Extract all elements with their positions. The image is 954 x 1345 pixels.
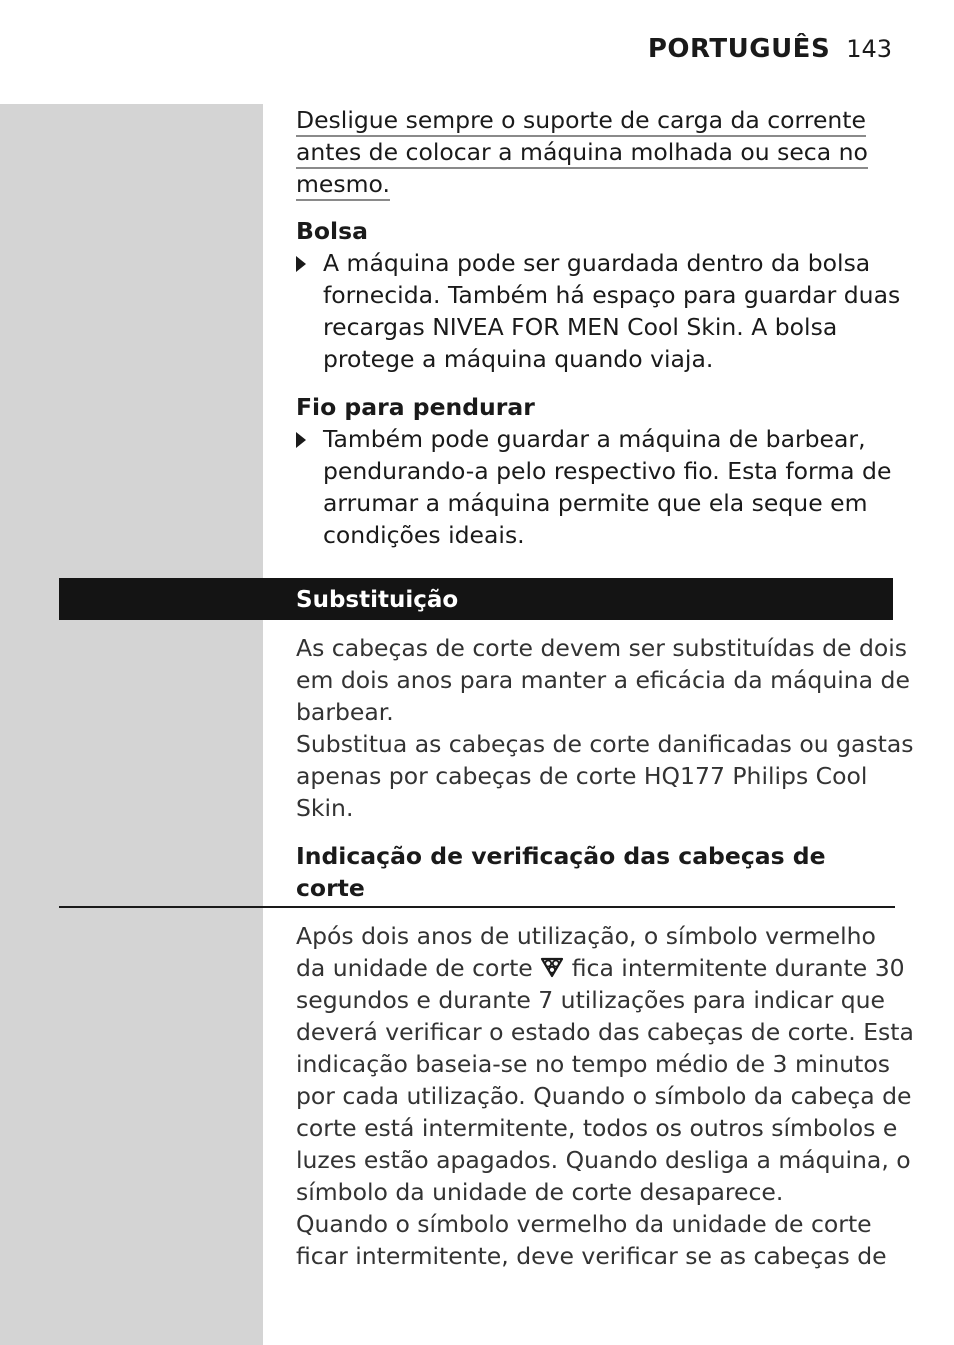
paragraph-line: ficar intermitente, deve verificar se as cabeças de (296, 1242, 887, 1270)
paragraph-line: segundos e durante 7 utilizações para indicar que (296, 986, 886, 1014)
bolsa-heading: Bolsa (296, 217, 368, 245)
substituicao-paragraph (296, 632, 914, 824)
warning-line: antes de colocar a máquina molhada ou seca no (296, 137, 868, 169)
fio-text-line: arrumar a máquina permite que ela seque em (323, 489, 868, 517)
fio-bullet (296, 423, 896, 551)
section-title: Substituição (296, 587, 459, 613)
indicacao-heading-line: Indicação de verificação das cabeças de (296, 842, 826, 870)
shaving-unit-icon (540, 956, 564, 978)
paragraph-line: As cabeças de corte devem ser substituídas de dois (296, 634, 908, 662)
paragraph-line: luzes estão apagados. Quando desliga a máquina, o (296, 1146, 911, 1174)
paragraph-line: corte está intermitente, todos os outros símbolos e (296, 1114, 898, 1142)
bolsa-text-line: A máquina pode ser guardada dentro da bolsa (323, 249, 871, 277)
language-label: PORTUGUÊS (647, 34, 831, 64)
paragraph-line: símbolo da unidade de corte desaparece. (296, 1178, 784, 1206)
paragraph-line: barbear. (296, 698, 394, 726)
page-header (648, 34, 892, 64)
paragraph-line: Substitua as cabeças de corte danificadas ou gastas (296, 730, 914, 758)
section-divider (59, 906, 895, 908)
indicacao-heading (296, 840, 896, 904)
paragraph-line: Após dois anos de utilização, o símbolo vermelho (296, 922, 876, 950)
bolsa-text-line: protege a máquina quando viaja. (323, 345, 714, 373)
bolsa-text-line: fornecida. Também há espaço para guardar duas (323, 281, 901, 309)
sidebar-panel (0, 104, 263, 1345)
section-header-bar (59, 578, 893, 620)
fio-text-line: condições ideais. (323, 521, 525, 549)
warning-line: mesmo. (296, 169, 390, 201)
bolsa-section (296, 215, 901, 375)
bullet-arrow-icon (296, 432, 306, 448)
charging-warning (296, 104, 896, 200)
paragraph-line-with-symbol (296, 952, 905, 984)
paragraph-line: por cada utilização. Quando o símbolo da cabeça de (296, 1082, 912, 1110)
paragraph-line: Quando o símbolo vermelho da unidade de corte (296, 1210, 872, 1238)
paragraph-text: fica intermitente durante 30 (571, 954, 905, 982)
bolsa-bullet (296, 247, 901, 375)
paragraph-line: deverá verificar o estado das cabeças de corte. Esta (296, 1018, 914, 1046)
bolsa-text-line: recargas NIVEA FOR MEN Cool Skin. A bolsa (323, 313, 838, 341)
bullet-arrow-icon (296, 256, 306, 272)
fio-text-line: pendurando-a pelo respectivo fio. Esta forma de (323, 457, 892, 485)
paragraph-line: em dois anos para manter a eficácia da máquina de (296, 666, 910, 694)
apos-paragraph (296, 920, 914, 1272)
fio-section (296, 391, 896, 551)
warning-line: Desligue sempre o suporte de carga da corrente (296, 105, 866, 137)
fio-text-line: Também pode guardar a máquina de barbear, (323, 425, 866, 453)
indicacao-heading-line: corte (296, 874, 365, 902)
fio-heading: Fio para pendurar (296, 393, 535, 421)
paragraph-text: da unidade de corte (296, 954, 533, 982)
paragraph-line: Skin. (296, 794, 354, 822)
page-number: 143 (846, 35, 892, 63)
paragraph-line: apenas por cabeças de corte HQ177 Philips Cool (296, 762, 868, 790)
paragraph-line: indicação baseia-se no tempo médio de 3 minutos (296, 1050, 890, 1078)
